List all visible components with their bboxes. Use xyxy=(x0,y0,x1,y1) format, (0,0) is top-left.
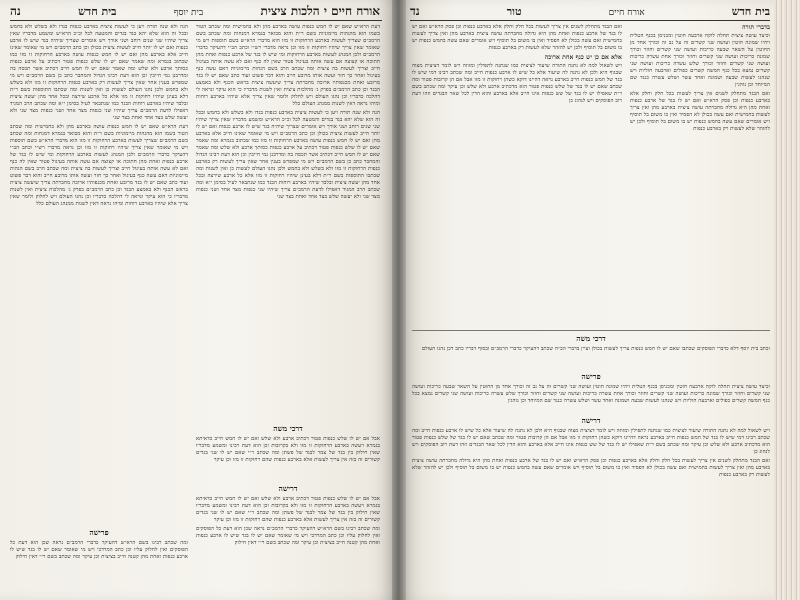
left-page-number: נה xyxy=(10,4,21,18)
right-section-text-3-cont: ואם הבגד מתחלק לשנים אין צריך לעשות בכל חלק וחלק אלא בארבע כנפות וכן פסק הרא״ש ואם יש לו בגד של ארבע כנפות ואחת מהן היא גדולה מחברתה עושה ציצית בארבע מהן ואין צריך לעשות בחמישית ואם עשה בכולן לא הפסיד ואין בו משום בל תוסיף ויש אומרים שאם עשה בחמש כנפות יש בו משום בל תוסיף ולכן יש להזהר שלא לעשות רק בארבע כנפות xyxy=(412,458,770,478)
left-page xyxy=(0,0,398,600)
left-section-text-3-cont: ומה שכתב רבינו בשם הרא״ש דהעיקר כדברי הרמב״ם נראה שכן הוא דעת כל הפוסקים ואין לחלוק עליו וכן כתב המרדכי ויש מי שאומר שאם יש לו בגד שיש לו ארבע כנפות ואחת מהן קטנה חייב בציצית וכן עיקר ומה שכתב בשם ר״י דאין חילוק xyxy=(196,526,380,546)
book-spine xyxy=(392,0,406,600)
left-inner-text: דעת הרא״ש שאם יש לו חמש כנפות עושה בארבע מהן ולא בחמישית ומה שכתב הטור בשמו הוא מהגהות מיימוניות בשם ר״ת והוא מבואר בגמרא דמנחות ומה שכתב בשם הרמב״ם שצריך לעשות בארבע הרחוקות זו מזו הוא מדברי הרא״ש בשם תוספות ויש מי שאומר שאין צריך שיהיו רחוקות זו מזו וכן נראה מדברי רש״י וכתב הב״י דהעיקר כדברי הרמב״ם ולכן המנהג לעשות בארבע הרחוקות ומי שיש לו בגד של ארבע כנפות ואחת מהן חתוכה או קצוצה אם עשה אותה בעיגול פטור שאין לה כנף ואם לא עשה אותה בעיגול חייב וצריך לעשות בה ציצית ומה שכתב הרב בשם הגהות מיימוניות דאם עשה כנף בעיגול ואחר כך חזר ועשה אותו מרובע חייב והוא דבר פשוט ועוד כתב שאם יש לו בגד מרובע ואחת מכנפותיו ארוכה מחברתה צריך שיעשה ציצית בראש הכנף ולא באמצע הבגד וכן כתב הרמב״ם בפרק ג׳ מהלכות ציצית ואין לשנות מדבריו כי הוא עיקר ונראה לי דהלכה כדבריו וכן נהגו העולם ויש לחלוק ולומר שאין צריך אלא שיהיו בארבע רוחות ומיהו נראה דאין לשנות ממנהג העולם כלל xyxy=(196,24,380,107)
right-col-title: בדברי תורה xyxy=(742,24,770,31)
left-section-text-2 xyxy=(10,540,188,596)
left-header-book-name: בית חדש xyxy=(78,5,117,18)
left-section-text-1-body: אבל אם יש לו שלש כנפות פטור דכתיב ארבע ולא שלש ואם יש לו חמש חייב כדאיתא בגמרא ויעשה בארבע הרחוקות זו מזו ולא בקרובות וכן הוא דעת רבינו ומשמע מדבריו שאין חילוק בין בגד של צמר לבגד של פשתן ומה שכתב ר״י שאם יש לו שני בגדים קשורים זה בזה אין צריך לעשות אלא בארבע כנפות שהם רחוקות זו מזו וכן עיקר xyxy=(196,436,380,463)
right-inner-column xyxy=(412,24,622,324)
left-inner-text-cont: הגה ולא שנה תורה ויען כי לעשות ציצית בארבע כנפות בגדו ולא בשלש ולא בחמש ובכל זה הוא שלא יהא בגד בגדים והמטעה לכל וכ״כ הרא״ש ומשמע מדבריו שאין צריך שיהיו שני שנים רוחב ושני אורך ויש אומרים שצריך שיהיה בגד שיש לו ארבע כנפות ואם יש לו יותר חייב לעשות ציצית בכולן וכן כתב הרמב״ם ויש מי שאומר שאינו חייב אלא בארבע מהן ואם יש לו חמש כנפות עושה בארבע הרחוקות זו מזו כמו שכתוב בגמרא ומה שאמר שאם יש לו שלש כנפות פטור דכתיב על ארבע כנפות כסותך ארבע ולא שלש ומה שאמר שאם יש לו חמש חייב דכתיב אשר תכסה בה ומדרבנן נמי חייבין וכן הוא דעת רבינו הגדול והמחבר כתב כן בשם הרמב״ם ויש מי שמפרש בענין אחר שאין צריך לעשות רק בארבע כנפות הרחוקות זו מזו ולא בשלש ולא בחמש ולכן נהגו העולם לעשות כן ואין לשנות ומה שכתבו התוספות בשם ר״ת דלא בעינן שיהיו רחוקות זו מזו אלא כל ארבע שירצה ובכל אחד מהן יעשה ציצית ובלבד שיהיו בארבע רוחות הבגד כמו שנתבאר לעיל בסימן י״א ומה שכתב הרב המגיד דאפילו לדעת הרמב״ם צריך שיהיו שני כנפות מצד אחד ושני כנפות מצד שני ולא יעשה שלש בצד אחד ואחת בצד שני xyxy=(196,110,380,200)
left-section-text-3 xyxy=(196,496,380,596)
left-section-title-1: דרכי משה xyxy=(273,424,303,433)
right-page-number: נד xyxy=(410,4,420,18)
right-inner-text-cont: ויש לשאול למה לא נתנה התורה שיעור לציצית כמו שנתנה לתפילין ומזוזה ויש לומר דציצית מצוה שבגוף היא ולכן לא נתנה לה שיעור אלא כל שיש לו ארבע כנפות חייב ומה שכתב רבינו דמי שיש לו בגד של חמש כנפות חייב בארבע נראה דהיינו דוקא כשהן רחוקות זו מזו אבל אם הן קרובות פטור ומה שכתב שאם יש לו בגד של שלש כנפות פטור הוא מדכתיב ארבע ולא שלש וכן עיקר ומה שכתב בשם ר״ת שאפילו יש לו בגד של שש כנפות אינו חייב אלא בארבע והוא הדין לכל שאר הבגדים וזהו דעת רוב הפוסקים ויש לנהוג כן xyxy=(412,63,622,104)
right-header-book-name: בית חדש xyxy=(731,5,770,18)
right-header-mid-label: אורח חיים xyxy=(608,8,645,18)
right-page-header xyxy=(410,4,770,19)
right-outer-text: וכיצד עושה ציצית תחלה לוקח ארבעה חוטין ומכניסן בכנף הטלית ויהיו שמונה חוטין ועושה שני קשרים זה על גב זה וכורך אחד מן החוטין על השאר שבעה כריכות ועושה שני קשרים וחוזר וכורך שמונה כריכות ועושה שני קשרים וחוזר וכורך אחת עשרה כריכות ועושה שני קשרים וחוזר וכורך שלש עשרה כריכות ועושה שני קשרים נמצא בכל כנף חמשה קשרים כפולים וארבעה חוליות ויש שנהגו לעשות שבעה ושמונה ואחד עשר ושלש עשרה כנגד שם המיוחד וכן נוהגין xyxy=(630,33,770,88)
left-section-text-1 xyxy=(196,436,380,480)
left-outer-column xyxy=(10,24,188,524)
left-page-header xyxy=(10,4,380,19)
right-outer-column xyxy=(630,24,770,324)
right-header-rule xyxy=(410,20,770,21)
right-section-text-2 xyxy=(412,384,770,412)
left-outer-text-cont: דעת הרא״ש שאם יש לו חמש כנפות עושה בארבע מהן ולא בחמישית ומה שכתב הטור בשמו הוא מהגהות מיימוניות בשם ר״ת והוא מבואר בגמרא דמנחות ומה שכתב בשם הרמב״ם שצריך לעשות בארבע הרחוקות זו מזו הוא מדברי הרא״ש בשם תוספות ויש מי שאומר שאין צריך שיהיו רחוקות זו מזו וכן נראה מדברי רש״י וכתב הב״י דהעיקר כדברי הרמב״ם ולכן המנהג לעשות בארבע הרחוקות ומי שיש לו בגד של ארבע כנפות ואחת מהן חתוכה או קצוצה אם עשה אותה בעיגול פטור שאין לה כנף ואם לא עשה אותה בעיגול חייב וצריך לעשות בה ציצית ומה שכתב הרב בשם הגהות מיימוניות דאם עשה כנף בעיגול ואחר כך חזר ועשה אותו מרובע חייב והוא דבר פשוט ועוד כתב שאם יש לו בגד מרובע ואחת מכנפותיו ארוכה מחברתה צריך שיעשה ציצית בראש הכנף ולא באמצע הבגד וכן כתב הרמב״ם בפרק ג׳ מהלכות ציצית ואין לשנות מדבריו כי הוא עיקר ונראה לי דהלכה כדבריו וכן נהגו העולם ויש לחלוק ולומר שאין צריך אלא שיהיו בארבע רוחות ומיהו נראה דאין לשנות ממנהג העולם כלל xyxy=(10,124,188,207)
right-highlight-line: אלא אם כן יש כנף אחת ארוכה xyxy=(544,54,622,61)
left-section-title-3: דרישה xyxy=(278,484,298,493)
left-section-text-2-body: ומה שכתב רבינו בשם הרא״ש דהעיקר כדברי הרמב״ם נראה שכן הוא דעת כל הפוסקים ואין לחלוק עליו וכן כתב המרדכי ויש מי שאומר שאם יש לו בגד שיש לו ארבע כנפות ואחת מהן קטנה חייב בציצית וכן עיקר ומה שכתב בשם ר״י דאין חילוק xyxy=(10,540,188,560)
left-header-title: אורח חיים י הלכות ציצית xyxy=(260,4,380,18)
right-mid-rule xyxy=(412,330,770,331)
right-section-text-3-body: ויש לשאול למה לא נתנה התורה שיעור לציצית כמו שנתנה לתפילין ומזוזה ויש לומר דציצית מצוה שבגוף היא ולכן לא נתנה לה שיעור אלא כל שיש לו ארבע כנפות חייב ומה שכתב רבינו דמי שיש לו בגד של חמש כנפות חייב בארבע נראה דהיינו דוקא כשהן רחוקות זו מזו אבל אם הן קרובות פטור ומה שכתב שאם יש לו בגד של שלש כנפות פטור הוא מדכתיב ארבע ולא שלש וכן עיקר ומה שכתב בשם ר״ת שאפילו יש לו בגד של שש כנפות אינו חייב אלא בארבע והוא הדין לכל שאר הבגדים וזהו דעת רוב הפוסקים ויש לנהוג כן xyxy=(412,428,770,455)
left-section-text-3-body: אבל אם יש לו שלש כנפות פטור דכתיב ארבע ולא שלש ואם יש לו חמש חייב כדאיתא בגמרא ויעשה בארבע הרחוקות זו מזו ולא בקרובות וכן הוא דעת רבינו ומשמע מדבריו שאין חילוק בין בגד של צמר לבגד של פשתן ומה שכתב ר״י שאם יש לו שני בגדים קשורים זה בזה אין צריך לעשות אלא בארבע כנפות שהם רחוקות זו מזו וכן עיקר xyxy=(196,496,380,523)
right-section-text-1 xyxy=(412,346,770,368)
right-inner-text: ואם הבגד מתחלק לשנים אין צריך לעשות בכל חלק וחלק אלא בארבע כנפות וכן פסק הרא״ש ואם יש לו בגד של ארבע כנפות ואחת מהן היא גדולה מחברתה עושה ציצית בארבע מהן ואין צריך לעשות בחמישית ואם עשה בכולן לא הפסיד ואין בו משום בל תוסיף ויש אומרים שאם עשה בחמש כנפות יש בו משום בל תוסיף ולכן יש להזהר שלא לעשות רק בארבע כנפות xyxy=(412,24,622,51)
right-section-text-3 xyxy=(412,428,770,596)
right-section-text-1-body: וכתב בית יוסף דלא כדברי הפוסקים שכתבו שאם יש לו חמש כנפות צריך לעשות בכולן ועיין בדברי הב״ח שכתב דהעיקר כדברי הרמב״ם ובסוף דבריו כתב דכן נהגו העולם xyxy=(421,346,770,352)
right-section-title-2: פרישה xyxy=(581,372,601,381)
page-edges xyxy=(774,0,800,600)
left-header-rule xyxy=(10,20,382,21)
left-section-title-2: פרישה xyxy=(89,528,109,537)
right-outer-text-cont: ואם הבגד מתחלק לשנים אין צריך לעשות בכל חלק וחלק אלא בארבע כנפות וכן פסק הרא״ש ואם יש לו בגד של ארבע כנפות ואחת מהן היא גדולה מחברתה עושה ציצית בארבע מהן ואין צריך לעשות בחמישית ואם עשה בכולן לא הפסיד ואין בו משום בל תוסיף ויש אומרים שאם עשה בחמש כנפות יש בו משום בל תוסיף ולכן יש להזהר שלא לעשות רק בארבע כנפות xyxy=(630,91,770,132)
right-header-title: טור xyxy=(506,5,522,18)
left-header-mid-label: בית יוסף xyxy=(173,8,204,18)
right-section-text-2-body: וכיצד עושה ציצית תחלה לוקח ארבעה חוטין ומכניסן בכנף הטלית ויהיו שמונה חוטין ועושה שני קשרים זה על גב זה וכורך אחד מן החוטין על השאר שבעה כריכות ועושה שני קשרים וחוזר וכורך שמונה כריכות ועושה שני קשרים וחוזר וכורך אחת עשרה כריכות ועושה שני קשרים וחוזר וכורך שלש עשרה כריכות ועושה שני קשרים נמצא בכל כנף חמשה קשרים כפולים וארבעה חוליות ויש שנהגו לעשות שבעה ושמונה ואחד עשר ושלש עשרה כנגד שם המיוחד וכן נוהגין xyxy=(412,384,770,404)
right-section-title-3: דרישה xyxy=(581,416,601,425)
left-outer-text: הגה ולא שנה תורה ויען כי לעשות ציצית בארבע כנפות בגדו ולא בשלש ולא בחמש ובכל זה הוא שלא יהא בגד בגדים והמטעה לכל וכ״כ הרא״ש ומשמע מדבריו שאין צריך שיהיו שני שנים רוחב ושני אורך ויש אומרים שצריך שיהיה בגד שיש לו ארבע כנפות ואם יש לו יותר חייב לעשות ציצית בכולן וכן כתב הרמב״ם ויש מי שאומר שאינו חייב אלא בארבע מהן ואם יש לו חמש כנפות עושה בארבע הרחוקות זו מזו כמו שכתוב בגמרא ומה שאמר שאם יש לו שלש כנפות פטור דכתיב על ארבע כנפות כסותך ארבע ולא שלש ומה שאמר שאם יש לו חמש חייב דכתיב אשר תכסה בה ומדרבנן נמי חייבין וכן הוא דעת רבינו הגדול והמחבר כתב כן בשם הרמב״ם ויש מי שמפרש בענין אחר שאין צריך לעשות רק בארבע כנפות הרחוקות זו מזו ולא בשלש ולא בחמש ולכן נהגו העולם לעשות כן ואין לשנות ומה שכתבו התוספות בשם ר״ת דלא בעינן שיהיו רחוקות זו מזו אלא כל ארבע שירצה ובכל אחד מהן יעשה ציצית ובלבד שיהיו בארבע רוחות הבגד כמו שנתבאר לעיל בסימן י״א ומה שכתב הרב המגיד דאפילו לדעת הרמב״ם צריך שיהיו שני כנפות מצד אחד ושני כנפות מצד שני ולא יעשה שלש בצד אחד ואחת בצד שני xyxy=(10,24,188,121)
right-section-title-1: דרכי משה xyxy=(576,334,606,343)
left-inner-column xyxy=(196,24,380,420)
